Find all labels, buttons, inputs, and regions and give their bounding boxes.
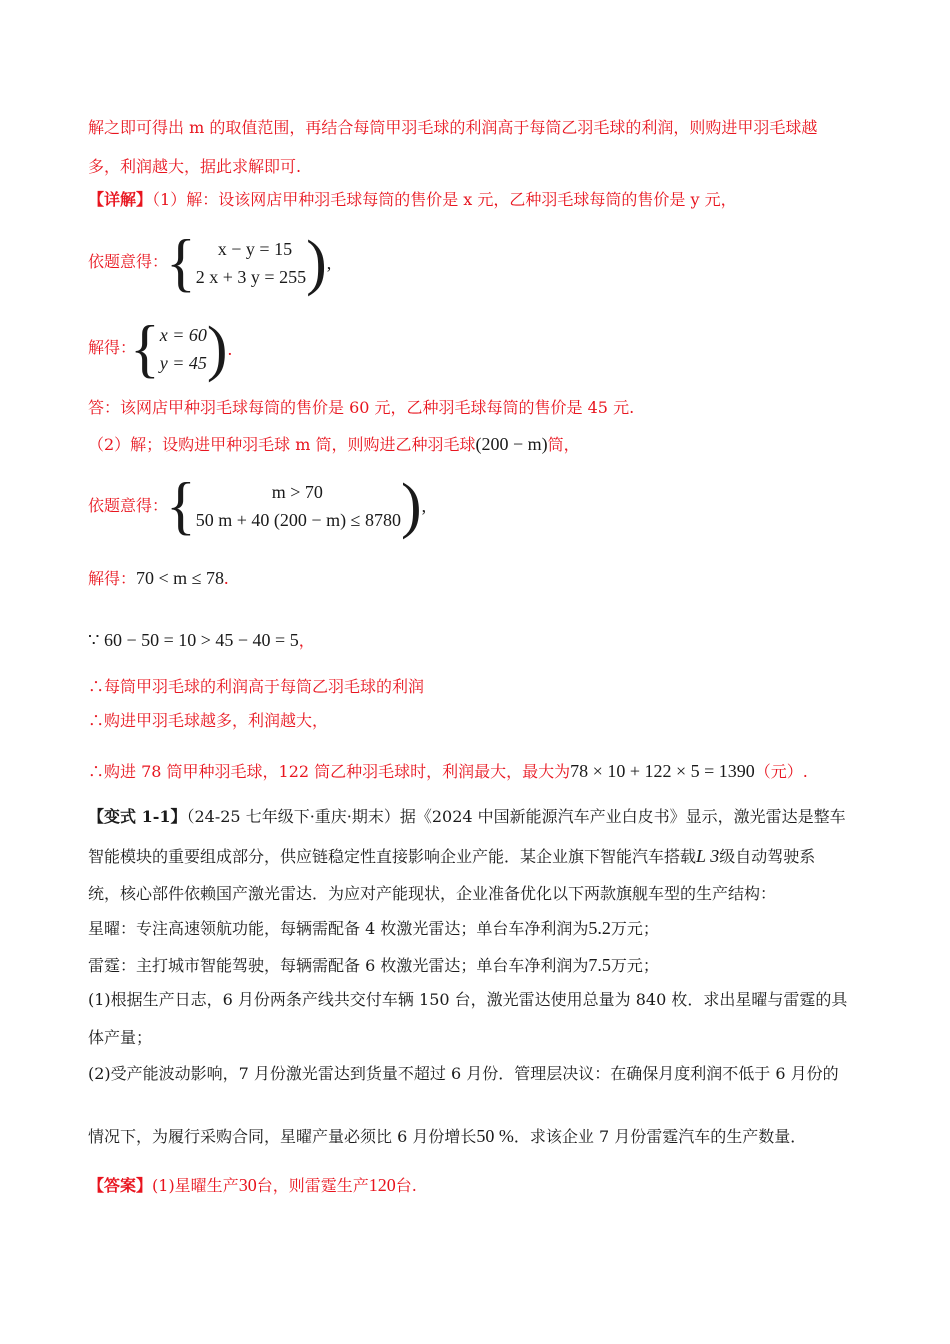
inequality-1: m > 70 — [271, 482, 323, 502]
solution-2-tail: . — [224, 568, 229, 588]
answer-text-b: 台，则雷霆生产 — [256, 1176, 369, 1195]
car-leiting-line — [88, 955, 659, 976]
system1-eq1: x − y = 15 — [217, 239, 293, 259]
solution1-eq2: y = 45 — [159, 353, 207, 373]
system-rows — [196, 478, 401, 534]
car-leiting-unit: 万元； — [610, 956, 659, 975]
car-xingyao-text: 星曜：专注高速领航功能，每辆需配备 4 枚激光雷达；单台车净利润为 — [88, 919, 589, 938]
solve-line-2 — [88, 568, 229, 589]
question-1-line-1: (1)根据生产日志，6 月份两条产线共交付车辆 150 台，激光雷达使用总量为 840 枚．求出星曜与雷霆的具 — [88, 990, 848, 1009]
intro-line-2: 多，利润越大，据此求解即可. — [88, 157, 302, 176]
solution-system-1 — [130, 313, 233, 385]
part2-expression: (200 − m) — [475, 434, 548, 454]
right-paren: ) — [400, 472, 422, 540]
therefore-3-text: ∴购进 78 筒甲种羽毛球，122 筒乙种羽毛球时，利润最大，最大为 — [88, 762, 571, 781]
question-1-line-2: 体产量； — [88, 1028, 153, 1047]
answer-1: 答：该网店甲种羽毛球每筒的售价是 60 元，乙种羽毛球每筒的售价是 45 元. — [88, 398, 635, 417]
left-brace: { — [166, 227, 196, 299]
answer-tag: 【答案】 — [88, 1176, 153, 1195]
answer-value-2: 120 — [368, 1175, 396, 1195]
variant-line-3: 统，核心部件依赖国产激光雷达．为应对产能现状，企业准备优化以下两款旗舰车型的生产结构： — [88, 884, 777, 903]
setup-label-2: 依题意得： — [88, 496, 169, 515]
variant-line-2 — [88, 846, 815, 867]
therefore-3 — [88, 761, 808, 782]
question-2-line-1: (2)受产能波动影响，7 月份激光雷达到货量不超过 6 月份．管理层决议：在确保月度利润不低于 6 月份的 — [88, 1064, 839, 1083]
question-2-text-b: ．求该企业 7 月份雷霆汽车的生产数量． — [513, 1127, 807, 1146]
left-brace: { — [166, 470, 196, 542]
inequality-2: 50 m + 40 (200 − m) ≤ 8780 — [195, 510, 401, 530]
car-xingyao-line — [88, 918, 659, 939]
left-brace: { — [130, 313, 160, 385]
setup-label-1: 依题意得： — [88, 252, 169, 271]
system-rows — [160, 321, 207, 377]
answer-line — [88, 1175, 417, 1196]
question-2-line-2 — [88, 1126, 806, 1147]
autonomy-level: L 3 — [696, 846, 720, 866]
growth-percent: 50 % — [476, 1126, 514, 1146]
therefore-3-unit: （元）. — [754, 762, 808, 781]
system-rows — [196, 235, 306, 291]
equation-system-1 — [166, 227, 332, 299]
car-leiting-profit: 7.5 — [588, 955, 611, 975]
right-paren: ) — [306, 229, 327, 297]
answer-value-1: 30 — [238, 1175, 257, 1195]
inequality-tail: , — [421, 495, 427, 516]
part1-text: （1）解：设该网店甲种羽毛球每筒的售价是 x 元，乙种羽毛球每筒的售价是 y 元， — [152, 190, 737, 209]
answer-text-a: (1)星曜生产 — [152, 1176, 239, 1195]
part2-paragraph — [88, 434, 580, 455]
variant-text-2b: 级自动驾驶系 — [719, 847, 816, 866]
detail-paragraph — [88, 190, 737, 210]
because-line — [88, 630, 315, 651]
car-xingyao-profit: 5.2 — [588, 918, 611, 938]
car-xingyao-unit: 万元； — [610, 919, 659, 938]
car-leiting-text: 雷霆：主打城市智能驾驶，每辆需配备 6 枚激光雷达；单台车净利润为 — [88, 956, 589, 975]
solution-2: 70 < m ≤ 78 — [136, 568, 225, 588]
system1-eq2: 2 x + 3 y = 255 — [195, 267, 307, 287]
solve-label-1: 解得： — [88, 338, 137, 357]
inequality-system — [166, 470, 427, 542]
question-2-text-a: 情况下，为履行采购合同，星曜产量必须比 6 月份增长 — [88, 1127, 477, 1146]
part2-text: （2）解；设购进甲种羽毛球 m 筒，则购进乙种羽毛球 — [88, 435, 476, 454]
therefore-1: ∴每筒甲羽毛球的利润高于每筒乙羽毛球的利润 — [88, 677, 425, 696]
therefore-3-expression: 78 × 10 + 122 × 5 = 1390 — [570, 761, 755, 781]
variant-text-1: （24-25 七年级下·重庆·期末）据《2024 中国新能源汽车产业白皮书》显示，激光雷达是整车 — [186, 807, 846, 826]
detail-tag: 【详解】 — [88, 190, 153, 209]
solution1-tail: . — [227, 338, 233, 359]
solution1-eq1: x = 60 — [159, 325, 207, 345]
intro-line-1: 解之即可得出 m 的取值范围，再结合每筒甲羽毛球的利润高于每筒乙羽毛球的利润，则购进甲羽毛球越 — [88, 118, 818, 137]
answer-text-c: 台. — [395, 1176, 417, 1195]
system1-tail: , — [326, 252, 332, 273]
variant-tag: 【变式 1-1】 — [88, 807, 187, 826]
solve-label-2: 解得： — [88, 569, 137, 588]
variant-text-2a: 智能模块的重要组成部分，供应链稳定性直接影响企业产能．某企业旗下智能汽车搭载 — [88, 847, 697, 866]
right-paren: ) — [206, 315, 228, 383]
therefore-2: ∴购进甲羽毛球越多，利润越大， — [88, 711, 329, 730]
because-tail: ， — [298, 631, 315, 650]
because-expression: ∵ 60 − 50 = 10 > 45 − 40 = 5 — [88, 630, 299, 650]
variant-line-1 — [88, 807, 846, 827]
part2-unit: 筒， — [547, 435, 580, 454]
